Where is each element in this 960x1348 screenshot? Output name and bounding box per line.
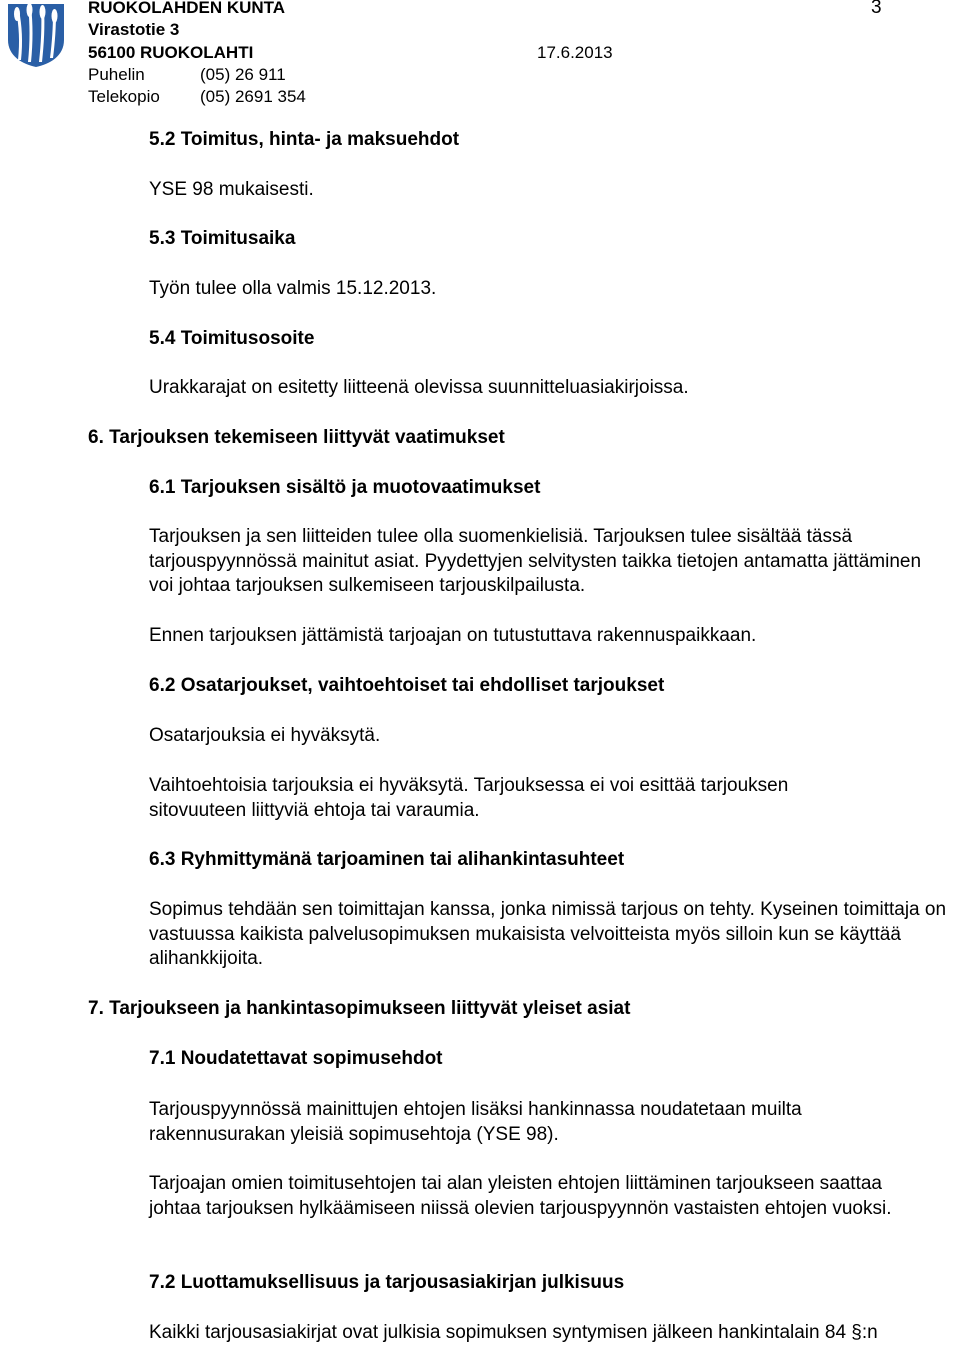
section-title: Ryhmittymänä tarjoaminen tai alihankintasuhteet bbox=[180, 849, 625, 870]
paragraph: Tarjouspyynnössä mainittujen ehtojen lisäksi hankinnassa noudatetaan muilta rakennusurakan yleisiä sopimusehtoja (YSE 98). bbox=[149, 1099, 802, 1145]
section-title: Toimitusaika bbox=[180, 228, 296, 249]
section-6-1-heading bbox=[149, 476, 540, 501]
section-number: 6.1 bbox=[149, 477, 176, 498]
section-title: Tarjoukseen ja hankintasopimukseen liittyvät yleiset asiat bbox=[109, 998, 631, 1019]
fax-label: Telekopio bbox=[88, 87, 160, 106]
phone-label: Puhelin bbox=[88, 65, 145, 84]
section-title: Toimitus, hinta- ja maksuehdot bbox=[180, 129, 460, 150]
paragraph: Vaihtoehtoisia tarjouksia ei hyväksytä. Tarjouksessa ei voi esittää tarjouksen sitovuuteen liittyviä ehtoja tai varaumia. bbox=[149, 775, 789, 821]
section-number: 5.2 bbox=[149, 129, 176, 150]
paragraph: Sopimus tehdään sen toimittajan kanssa, jonka nimissä tarjous on tehty. Kyseinen toimittaja on vastuussa kaikista palvelusopimuksen mukaisista velvoitteista myös silloin kun se käyttää alihankkijoita. bbox=[149, 899, 947, 969]
section-title: Noudatettavat sopimusehdot bbox=[180, 1048, 443, 1069]
section-number: 6.2 bbox=[149, 675, 176, 696]
paragraph: Tarjouksen ja sen liitteiden tulee olla suomenkielisiä. Tarjouksen tulee sisältää tässä tarjouspyynnössä mainitut asiat. Pyydettyjen selvitysten taikka tietojen antamatta jättäminen voi johtaa tarjouksen sulkemiseen tarjouskilpailusta. bbox=[149, 526, 922, 596]
section-5-2-heading bbox=[149, 128, 459, 153]
section-7-heading bbox=[88, 997, 630, 1022]
org-name: RUOKOLAHDEN KUNTA bbox=[88, 0, 286, 17]
section-title: Toimitusosoite bbox=[180, 328, 315, 349]
document-date: 17.6.2013 bbox=[537, 43, 613, 62]
phone-number: (05) 26 911 bbox=[200, 65, 286, 84]
section-5-3-heading bbox=[149, 227, 295, 252]
section-number: 7. bbox=[88, 998, 104, 1019]
section-title: Luottamuksellisuus ja tarjousasiakirjan julkisuus bbox=[180, 1272, 625, 1293]
section-title: Tarjouksen tekemiseen liittyvät vaatimukset bbox=[109, 427, 505, 448]
section-5-4-heading bbox=[149, 327, 314, 352]
section-6-heading bbox=[88, 426, 505, 451]
section-number: 5.3 bbox=[149, 228, 176, 249]
page-number: 3 bbox=[871, 0, 882, 18]
coat-of-arms-icon bbox=[6, 2, 66, 68]
section-7-1-heading bbox=[149, 1047, 443, 1072]
paragraph: Ennen tarjouksen jättämistä tarjoajan on tutustuttava rakennuspaikkaan. bbox=[149, 625, 757, 646]
postal-address: 56100 RUOKOLAHTI bbox=[88, 43, 254, 62]
section-6-3-heading bbox=[149, 848, 624, 873]
paragraph: Osatarjouksia ei hyväksytä. bbox=[149, 725, 381, 746]
section-number: 6.3 bbox=[149, 849, 176, 870]
paragraph: YSE 98 mukaisesti. bbox=[149, 179, 314, 200]
section-title: Osatarjoukset, vaihtoehtoiset tai ehdolliset tarjoukset bbox=[180, 675, 665, 696]
section-6-2-heading bbox=[149, 674, 664, 699]
section-number: 7.2 bbox=[149, 1272, 176, 1293]
paragraph: Tarjoajan omien toimitusehtojen tai alan yleisten ehtojen liittäminen tarjoukseen saattaa johtaa tarjouksen hylkäämiseen niissä olevien tarjouspyynnön vastaisten ehtojen vuoksi. bbox=[149, 1173, 892, 1219]
street-address: Virastotie 3 bbox=[88, 20, 180, 39]
paragraph: Kaikki tarjousasiakirjat ovat julkisia sopimuksen syntymisen jälkeen hankintalain 84 §:n bbox=[149, 1322, 878, 1343]
section-7-2-heading bbox=[149, 1271, 624, 1296]
paragraph: Työn tulee olla valmis 15.12.2013. bbox=[149, 278, 437, 299]
section-number: 7.1 bbox=[149, 1048, 176, 1069]
paragraph: Urakkarajat on esitetty liitteenä olevissa suunnitteluasiakirjoissa. bbox=[149, 377, 689, 398]
section-title: Tarjouksen sisältö ja muotovaatimukset bbox=[180, 477, 541, 498]
municipality-logo bbox=[6, 2, 66, 68]
section-number: 6. bbox=[88, 427, 104, 448]
section-number: 5.4 bbox=[149, 328, 176, 349]
fax-number: (05) 2691 354 bbox=[200, 87, 306, 106]
